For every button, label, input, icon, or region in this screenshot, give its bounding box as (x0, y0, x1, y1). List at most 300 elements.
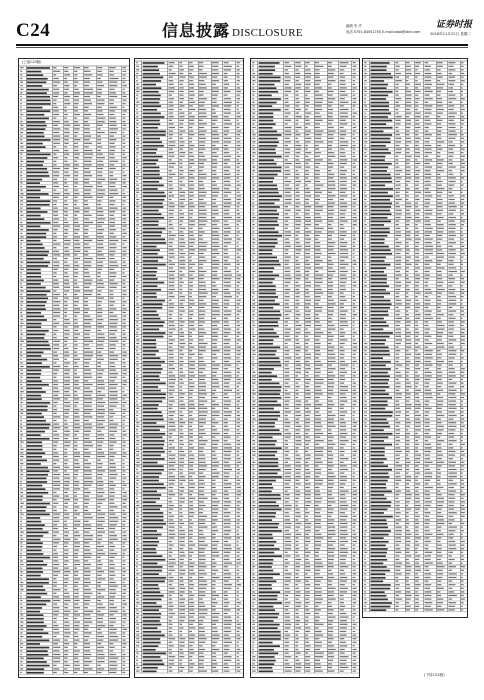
table-cell-text (109, 521, 118, 522)
table-cell-text (295, 577, 298, 578)
table-cell-text (328, 213, 334, 214)
table-cell-text (179, 548, 183, 549)
table-cell-text (74, 463, 79, 464)
table-cell-text (20, 388, 23, 389)
table-cell-text (136, 192, 139, 193)
table-cell-text (353, 530, 355, 531)
table-cell-text (224, 185, 231, 186)
table-cell-text (237, 545, 239, 546)
table-cell-text (64, 474, 69, 475)
table-cell-text (328, 372, 333, 373)
table-cell-text (53, 514, 60, 515)
table-cell-text (340, 501, 347, 502)
table-cell-text (295, 509, 299, 510)
table-cell-text (97, 150, 101, 151)
table-cell-text (64, 647, 68, 648)
table-cell-text (143, 397, 166, 399)
table-cell-text (136, 671, 139, 672)
table-cell-text (74, 71, 77, 72)
table-cell-text (109, 377, 117, 378)
table-cell-text (27, 618, 44, 620)
table-cell-text (315, 69, 320, 70)
table-cell-text (189, 296, 192, 297)
table-cell-text (199, 390, 206, 391)
table-cell-text (252, 519, 254, 520)
table-cell-text (328, 617, 336, 618)
table-cell-text (179, 559, 183, 560)
table-cell-text (224, 491, 228, 492)
table-cell-text (109, 200, 115, 201)
table-cell-text (136, 347, 138, 348)
table-cell-text (340, 512, 345, 513)
table-cell-text (285, 221, 289, 222)
table-cell-text (328, 181, 335, 182)
table-cell-text (305, 221, 311, 222)
table-cell-text (285, 555, 291, 556)
table-cell-text (123, 481, 125, 482)
table-cell-text (53, 128, 60, 129)
table-cell-text (74, 222, 78, 223)
table-cell-text (259, 289, 276, 291)
table-cell-text (84, 456, 90, 457)
table-cell-text (179, 465, 183, 466)
table-cell-text (53, 420, 56, 421)
table-cell-text (179, 113, 184, 114)
table-cell-text (20, 337, 22, 338)
table-cell-text (123, 240, 127, 241)
table-cell-text (224, 314, 231, 315)
table-cell-text (224, 555, 230, 556)
table-cell-text (285, 613, 290, 614)
table-cell-text (328, 548, 335, 549)
table-cell-text (295, 249, 301, 250)
table-cell-text (64, 251, 69, 252)
table-cell-text (169, 293, 174, 294)
table-cell-text (295, 491, 300, 492)
table-cell-text (295, 271, 300, 272)
table-cell-text (259, 62, 280, 64)
table-cell-text (224, 91, 231, 92)
table-cell-text (169, 649, 172, 650)
table-cell-text (169, 174, 176, 175)
table-cell-text (97, 593, 101, 594)
table-cell-text (305, 595, 309, 596)
table-cell-text (27, 553, 43, 555)
table-cell-text (169, 314, 173, 315)
table-cell-text (109, 222, 115, 223)
table-cell-text (84, 514, 91, 515)
table-cell-text (64, 427, 68, 428)
table-cell-text (97, 323, 102, 324)
table-cell-text (259, 595, 278, 597)
table-cell-text (143, 339, 156, 341)
table-cell-text (109, 319, 118, 320)
table-cell-text (179, 660, 182, 661)
table-cell-text (224, 519, 231, 520)
table-cell-text (199, 163, 204, 164)
table-cell-text (328, 278, 332, 279)
table-cell-text (340, 609, 344, 610)
table-cell-text (199, 260, 206, 261)
table-cell-text (212, 505, 218, 506)
table-cell-text (109, 478, 116, 479)
table-cell-text (189, 303, 195, 304)
table-cell-text (136, 559, 138, 560)
table-cell-text (179, 167, 182, 168)
table-cell-text (212, 645, 216, 646)
table-cell-text (199, 480, 204, 481)
table-cell-text (143, 451, 165, 453)
table-cell-text (136, 163, 139, 164)
table-cell-text (353, 300, 356, 301)
table-cell-text (340, 375, 345, 376)
table-cell-text (169, 419, 174, 420)
table-cell-text (53, 380, 58, 381)
table-cell-text (143, 573, 159, 575)
table-cell-text (136, 465, 139, 466)
table-cell-text (295, 289, 299, 290)
table-cell-text (53, 589, 60, 590)
table-cell-text (136, 134, 138, 135)
table-cell-text (109, 424, 118, 425)
table-cell-text (212, 343, 217, 344)
table-cell-text (53, 344, 59, 345)
table-cell-text (53, 575, 58, 576)
table-cell-text (328, 73, 334, 74)
table-cell-text (189, 379, 192, 380)
table-cell-text (143, 242, 167, 244)
table-cell-text (224, 105, 232, 106)
table-cell-text (123, 391, 125, 392)
table-cell-text (340, 127, 344, 128)
table-cell-text (169, 271, 176, 272)
table-cell-text (315, 149, 319, 150)
table-cell-text (252, 559, 255, 560)
table-cell-text (179, 73, 183, 74)
table-cell-text (340, 408, 344, 409)
table-cell-text (169, 584, 172, 585)
table-cell-text (340, 293, 344, 294)
table-cell-text (328, 167, 333, 168)
table-cell-text (252, 602, 254, 603)
table-cell-text (353, 451, 357, 452)
table-cell-text (305, 347, 308, 348)
table-cell-text (315, 127, 320, 128)
table-cell-text (74, 247, 80, 248)
table-cell-text (84, 449, 89, 450)
table-cell-text (212, 653, 216, 654)
table-cell-text (315, 473, 321, 474)
table-cell-text (305, 365, 310, 366)
table-cell-text (212, 530, 218, 531)
table-cell-text (123, 654, 126, 655)
table-cell-text (136, 383, 138, 384)
table-cell-text (27, 625, 47, 627)
table-cell-text (315, 476, 320, 477)
table-cell-text (199, 285, 206, 286)
table-cell-text (109, 413, 115, 414)
table-cell-text (84, 373, 91, 374)
table-cell-text (189, 347, 194, 348)
table-cell-text (74, 665, 80, 666)
table-cell-text (53, 229, 58, 230)
table-cell-text (353, 224, 357, 225)
table-cell-text (189, 253, 194, 254)
table-cell-text (143, 494, 162, 496)
table-cell-text (305, 537, 310, 538)
table-cell-text (27, 636, 42, 638)
table-cell-text (340, 69, 345, 70)
table-cell-text (27, 420, 46, 422)
table-cell-text (237, 365, 239, 366)
table-cell-text (143, 235, 161, 237)
table-cell-text (84, 128, 90, 129)
table-cell-text (53, 438, 59, 439)
table-cell-text (305, 264, 310, 265)
table-cell-text (136, 426, 139, 427)
table-cell-text (340, 469, 348, 470)
table-cell-text (179, 512, 182, 513)
table-cell-text (340, 239, 344, 240)
table-cell-text (27, 193, 49, 195)
table-cell-text (109, 305, 113, 306)
table-cell-text (224, 235, 229, 236)
table-cell-text (237, 537, 240, 538)
table-cell-text (328, 249, 334, 250)
table-cell-text (295, 480, 299, 481)
table-cell-text (20, 463, 23, 464)
table-cell-text (136, 653, 138, 654)
table-cell-text (252, 401, 255, 402)
table-cell-text (285, 599, 288, 600)
table-cell-text (27, 204, 50, 206)
table-cell-text (252, 314, 255, 315)
table-cell-text (224, 577, 231, 578)
table-cell-text (315, 383, 324, 384)
table-cell-text (295, 264, 299, 265)
table-cell-text (169, 134, 174, 135)
table-cell-text (84, 384, 93, 385)
table-cell-text (123, 398, 125, 399)
table-cell-text (340, 217, 345, 218)
table-cell-text (189, 627, 195, 628)
table-cell-text (212, 185, 217, 186)
table-cell-text (143, 455, 161, 457)
table-cell-text (136, 609, 138, 610)
editor-line: 编辑 朱 淳 (346, 24, 362, 28)
table-cell-text (143, 404, 159, 406)
table-cell-text (74, 355, 77, 356)
table-cell-text (64, 233, 68, 234)
table-cell-text (143, 645, 159, 647)
table-cell-text (199, 519, 206, 520)
table-cell-text (109, 334, 115, 335)
table-cell-text (305, 530, 311, 531)
table-cell-text (97, 600, 101, 601)
table-cell-text (295, 437, 301, 438)
table-cell-text (84, 294, 92, 295)
table-cell-text (169, 620, 172, 621)
table-cell-text (143, 152, 156, 154)
table-cell-text (123, 294, 127, 295)
table-cell-text (64, 132, 69, 133)
table-cell-text (74, 143, 78, 144)
table-cell-text (189, 91, 194, 92)
table-cell-text (295, 555, 299, 556)
table-cell-text (123, 442, 126, 443)
table-cell-text (224, 447, 232, 448)
table-cell-text (20, 521, 22, 522)
table-cell-text (74, 575, 78, 576)
table-cell-text (53, 632, 59, 633)
table-cell-text (237, 84, 239, 85)
table-cell-text (224, 300, 230, 301)
table-cell-text (53, 488, 60, 489)
table-cell-text (285, 105, 290, 106)
table-cell-text (353, 213, 356, 214)
table-cell-text (64, 463, 67, 464)
table-cell-text (328, 537, 332, 538)
table-cell-text (237, 296, 239, 297)
table-cell-text (179, 98, 184, 99)
table-cell-text (285, 246, 291, 247)
table-cell-text (179, 141, 184, 142)
table-cell-text (27, 168, 47, 170)
table-cell-text (27, 611, 40, 613)
table-cell-text (189, 386, 194, 387)
table-cell-text (295, 260, 298, 261)
table-cell-text (295, 512, 300, 513)
table-cell-text (53, 571, 60, 572)
table-cell-text (353, 386, 356, 387)
table-cell-text (328, 501, 336, 502)
table-cell-text (353, 156, 356, 157)
table-cell-text (169, 624, 173, 625)
table-cell-text (27, 496, 43, 498)
table-cell-text (179, 462, 184, 463)
table-cell-text (252, 278, 254, 279)
table-cell-text (285, 368, 290, 369)
table-cell-text (97, 427, 105, 428)
table-cell-text (212, 494, 216, 495)
table-cell-text (20, 366, 23, 367)
table-cell-text (237, 181, 240, 182)
table-cell-text (285, 559, 288, 560)
table-cell-text (252, 422, 254, 423)
table-cell-text (285, 581, 291, 582)
table-cell-text (305, 512, 309, 513)
table-cell-text (189, 620, 195, 621)
table-cell-text (74, 298, 79, 299)
table-cell-text (189, 275, 193, 276)
table-cell-text (305, 408, 309, 409)
table-cell-text (285, 141, 291, 142)
table-cell-text (20, 150, 24, 151)
table-cell-text (97, 186, 103, 187)
table-cell-text (53, 103, 56, 104)
table-cell-text (64, 568, 69, 569)
table-cell-text (295, 275, 301, 276)
table-cell-text (295, 516, 300, 517)
table-cell-text (189, 577, 192, 578)
table-cell-text (143, 483, 164, 485)
table-cell-text (20, 211, 22, 212)
table-cell-text (189, 307, 192, 308)
table-cell-text (259, 465, 279, 467)
table-cell-text (179, 584, 184, 585)
table-cell-text (212, 491, 217, 492)
table-cell-text (315, 159, 323, 160)
table-cell-text (305, 617, 309, 618)
table-cell-text (212, 203, 216, 204)
table-cell-text (97, 406, 104, 407)
table-cell-text (252, 563, 254, 564)
table-cell-text (340, 311, 348, 312)
table-cell-text (315, 289, 322, 290)
table-cell-text (237, 422, 240, 423)
table-cell-text (143, 620, 160, 622)
table-cell-text (136, 138, 139, 139)
table-cell-text (285, 545, 292, 546)
table-cell-text (97, 100, 104, 101)
table-cell-text (189, 314, 193, 315)
table-cell-text (340, 354, 345, 355)
table-cell-text (179, 311, 184, 312)
table-cell-text (123, 672, 126, 673)
table-cell-text (109, 204, 114, 205)
table-cell-text (64, 226, 69, 227)
table-cell-text (20, 553, 22, 554)
table-cell-text (285, 253, 289, 254)
table-cell-text (199, 667, 204, 668)
table-cell-text (237, 318, 240, 319)
table-cell-text (237, 242, 239, 243)
table-cell-text (212, 437, 216, 438)
table-cell-text (305, 494, 311, 495)
table-cell-text (252, 433, 255, 434)
table-cell-text (252, 426, 254, 427)
table-cell-text (169, 631, 172, 632)
table-cell-text (252, 325, 255, 326)
table-cell-text (295, 95, 298, 96)
table-cell-text (109, 391, 117, 392)
table-cell-text (179, 379, 182, 380)
table-cell-text (136, 566, 138, 567)
table-cell-text (189, 487, 194, 488)
table-cell-text (123, 596, 126, 597)
table-cell-text (84, 175, 92, 176)
table-cell-text (328, 152, 334, 153)
table-cell-text (20, 668, 23, 669)
table-cell-text (84, 416, 92, 417)
table-cell-text (285, 170, 290, 171)
table-cell-text (74, 596, 79, 597)
table-cell-text (53, 373, 57, 374)
table-cell-text (237, 462, 241, 463)
table-cell-text (109, 582, 115, 583)
table-cell-text (97, 388, 105, 389)
table-cell-text (74, 618, 77, 619)
masthead-rule-thick (16, 44, 468, 46)
table-cell-text (295, 246, 301, 247)
table-cell-text (224, 397, 229, 398)
table-cell-text (305, 131, 311, 132)
table-cell-text (84, 546, 90, 547)
table-cell-text (328, 383, 335, 384)
table-cell-text (353, 523, 356, 524)
table-cell-text (353, 91, 355, 92)
table-cell-text (212, 318, 216, 319)
